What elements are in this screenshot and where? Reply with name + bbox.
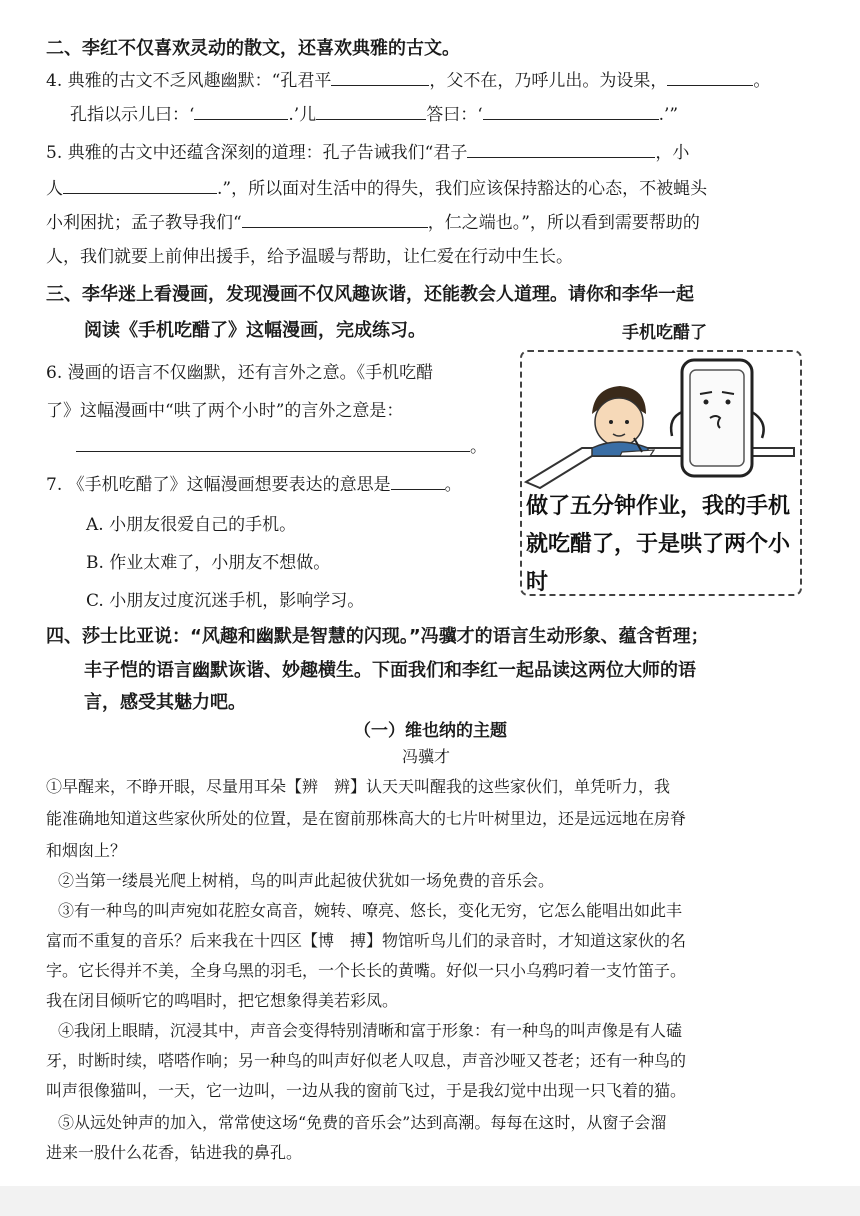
q5-text-b: ，小 bbox=[655, 143, 690, 163]
q7-blank[interactable] bbox=[391, 473, 445, 490]
page-bottom-edge bbox=[0, 1186, 860, 1216]
question-4-line-2 bbox=[70, 100, 678, 125]
section-4-heading-line-3: 言，感受其魅力吧。 bbox=[84, 692, 246, 713]
q6-blank[interactable] bbox=[76, 435, 470, 452]
q7-text: 7. 《手机吃醋了》这幅漫画想要表达的意思是 bbox=[46, 475, 391, 495]
section-3-heading-line-1: 三、李华迷上看漫画，发现漫画不仅风趣诙谐，还能教会人道理。请你和李华一起 bbox=[46, 284, 694, 305]
q5-text-e: 小利困扰；孟子教导我们“ bbox=[46, 213, 242, 233]
question-6-line-2: 了》这幅漫画中“哄了两个小时”的言外之意是： bbox=[46, 401, 404, 421]
paragraph-2-line-1: ②当第一缕晨光爬上树梢，鸟的叫声此起彼伏犹如一场免费的音乐会。 bbox=[58, 871, 555, 890]
paragraph-5-line-1: ⑤从远处钟声的加入，常常使这场“免费的音乐会”达到高潮。每每在这时，从窗子会溜 bbox=[58, 1113, 667, 1132]
question-7-line bbox=[46, 470, 462, 495]
question-4-line-1 bbox=[46, 66, 770, 91]
question-5-line-2 bbox=[46, 174, 707, 199]
question-6-answer-line bbox=[76, 432, 487, 457]
q6-end: 。 bbox=[470, 437, 487, 457]
desk bbox=[526, 448, 794, 488]
q4-text-c: 。 bbox=[753, 71, 771, 91]
question-6-line-1: 6. 漫画的语言不仅幽默，还有言外之意。《手机吃醋 bbox=[46, 363, 434, 383]
q5-blank-3[interactable] bbox=[242, 211, 428, 228]
q4-blank-5[interactable] bbox=[483, 103, 659, 120]
q7-end: 。 bbox=[444, 475, 462, 495]
paragraph-1-line-1: ①早醒来，不睁开眼，尽量用耳朵【辨 辨】认天天叫醒我的这些家伙们，单凭听力，我 bbox=[46, 777, 671, 796]
section-4-heading-line-2: 丰子恺的语言幽默诙谐、妙趣横生。下面我们和李红一起品读这两位大师的语 bbox=[84, 660, 696, 681]
question-5-line-1 bbox=[46, 138, 689, 163]
phone-character bbox=[671, 360, 764, 476]
paragraph-4-line-3: 叫声很像猫叫，一天，它一边叫，一边从我的窗前飞过，于是我幻觉中出现一只飞着的猫。 bbox=[46, 1081, 687, 1100]
q5-blank-2[interactable] bbox=[63, 177, 217, 194]
question-5-line-4: 人，我们就要上前伸出援手，给予温暖与帮助，让仁爱在行动中生长。 bbox=[46, 247, 573, 267]
q4-blank-2[interactable] bbox=[667, 69, 753, 86]
q4-text-b: ，父不在，乃呼儿出。为设果， bbox=[429, 71, 668, 91]
q4-blank-4[interactable] bbox=[316, 103, 426, 120]
comic-caption: 做了五分钟作业，我的手机就吃醋了，于是哄了两个小时 bbox=[526, 494, 791, 595]
paragraph-5-line-2: 进来一股什么花香，钻进我的鼻孔。 bbox=[46, 1143, 303, 1162]
boy-character bbox=[592, 386, 654, 456]
option-b[interactable]: B. 作业太难了，小朋友不想做。 bbox=[86, 553, 331, 573]
q5-blank-1[interactable] bbox=[467, 141, 655, 158]
q4-text-a: 典雅的古文不乏风趣幽默：“孔君平 bbox=[67, 71, 332, 91]
section-4-heading-line-1: 四、莎士比亚说：“风趣和幽默是智慧的闪现。”冯骥才的语言生动形象、蕴含哲理； bbox=[46, 626, 709, 647]
section-2-heading: 二、李红不仅喜欢灵动的散文，还喜欢典雅的古文。 bbox=[46, 38, 460, 59]
q5-text-d: .”，所以面对生活中的得失，我们应该保持豁达的心态，不被蝇头 bbox=[217, 179, 708, 199]
q4-blank-1[interactable] bbox=[331, 69, 429, 86]
paragraph-3-line-3: 字。它长得并不美，全身乌黑的羽毛，一个长长的黄嘴。好似一只小乌鸦叼着一支竹笛子。 bbox=[46, 961, 687, 980]
q4-text-d: 孔指以示儿曰：‘ bbox=[70, 105, 195, 125]
section-3-heading-line-2: 阅读《手机吃醋了》这幅漫画，完成练习。 bbox=[84, 320, 426, 341]
q5-text-c: 人 bbox=[46, 179, 63, 199]
question-5-line-3 bbox=[46, 208, 700, 233]
comic-title: 手机吃醋了 bbox=[622, 323, 707, 343]
q4-text-f: 答曰：‘ bbox=[426, 105, 483, 125]
comic-illustration bbox=[522, 352, 796, 492]
paragraph-3-line-1: ③有一种鸟的叫声宛如花腔女高音，婉转、嘹亮、悠长，变化无穷，它怎么能唱出如此丰 bbox=[58, 901, 683, 920]
option-c[interactable]: C. 小朋友过度沉迷手机，影响学习。 bbox=[86, 591, 365, 611]
paragraph-1-line-3: 和烟囱上？ bbox=[46, 841, 127, 860]
paragraph-3-line-4: 我在闭目倾听它的鸣唱时，把它想象得美若彩凤。 bbox=[46, 991, 399, 1010]
passage-author: 冯骥才 bbox=[402, 747, 451, 766]
q4-text-e: .’儿 bbox=[288, 105, 317, 125]
paragraph-4-line-1: ④我闭上眼睛，沉浸其中，声音会变得特别清晰和富于形象：有一种鸟的叫声像是有人磕 bbox=[58, 1021, 683, 1040]
q4-blank-3[interactable] bbox=[194, 103, 288, 120]
passage-title: （一）维也纳的主题 bbox=[354, 721, 507, 741]
q4-text-g: .’” bbox=[658, 105, 679, 125]
option-a[interactable]: A. 小朋友很爱自己的手机。 bbox=[86, 515, 297, 535]
paragraph-4-line-2: 牙，时断时续，嗒嗒作响；另一种鸟的叫声好似老人叹息，声音沙哑又苍老；还有一种鸟的 bbox=[46, 1051, 687, 1070]
q5-number: 5. bbox=[46, 143, 63, 163]
q5-text-f: ，仁之端也。”，所以看到需要帮助的 bbox=[427, 213, 700, 233]
q5-text-a: 典雅的古文中还蕴含深刻的道理：孔子告诫我们“君子 bbox=[67, 143, 468, 163]
paragraph-1-line-2: 能准确地知道这些家伙所处的位置，是在窗前那株高大的七片叶树里边，还是远远地在房脊 bbox=[46, 809, 687, 828]
q4-number: 4. bbox=[46, 71, 63, 91]
paragraph-3-line-2: 富而不重复的音乐？后来我在十四区【博 搏】物馆听鸟儿们的录音时，才知道这家伙的名 bbox=[46, 931, 687, 950]
